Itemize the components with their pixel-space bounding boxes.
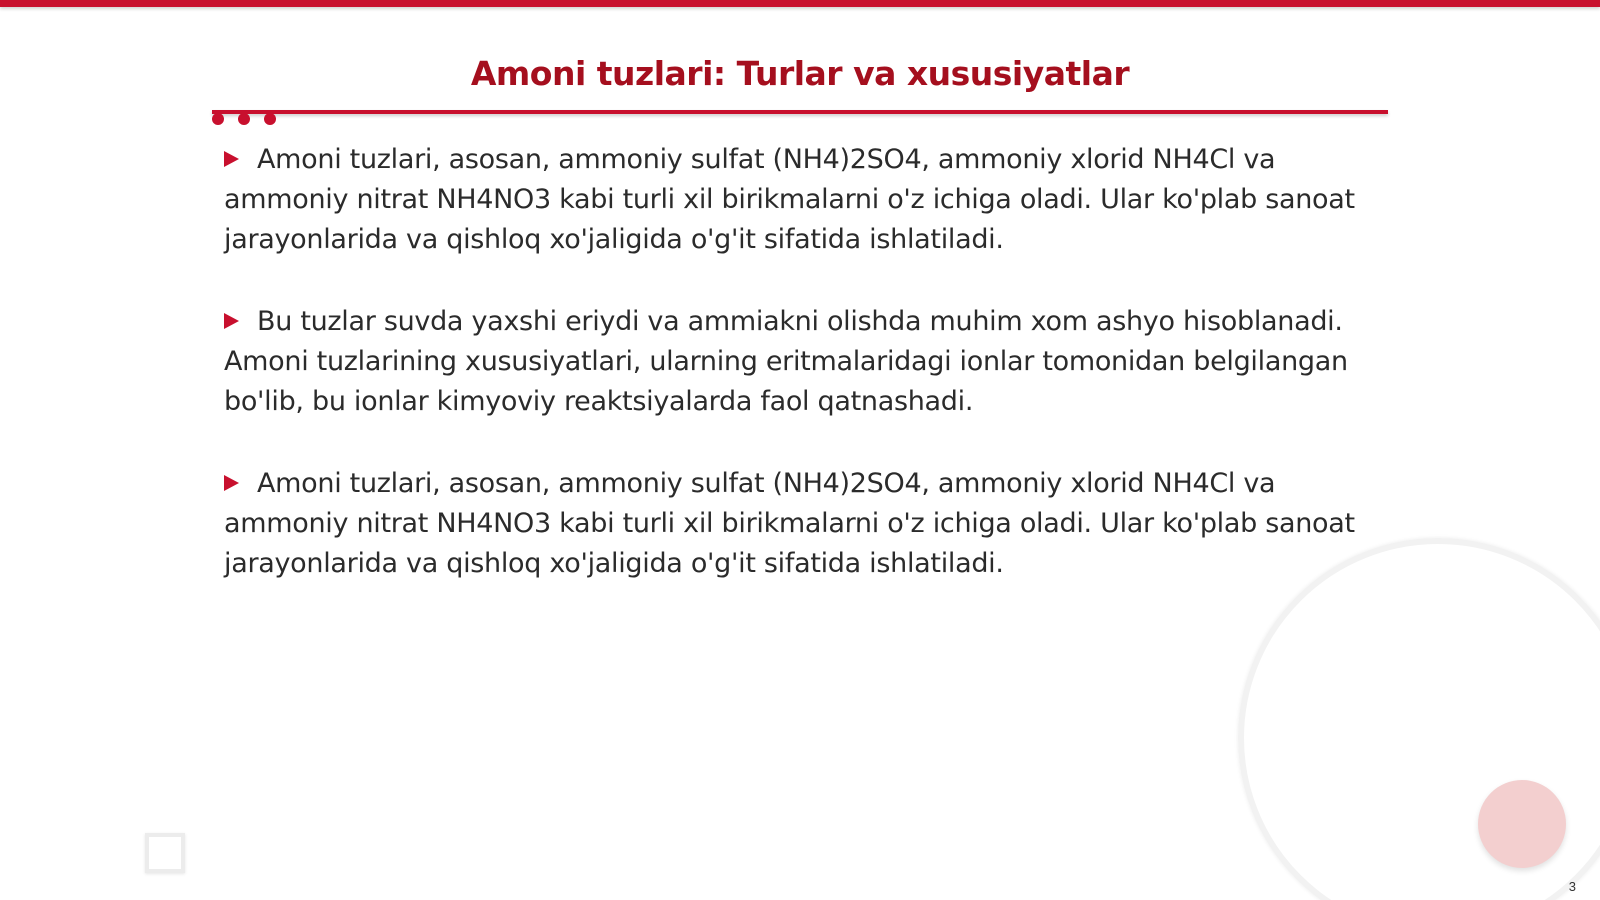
bullet-list [224,140,1374,626]
bullet-text: Amoni tuzlari, asosan, ammoniy sulfat (NH4)2SO4, ammoniy xlorid NH4Cl va ammoniy nitrat NH4NO3 kabi turli xil birikmalarni o'z ichiga oladi. Ular ko'plab sanoat jarayonlarida va qishloq xo'jaligida o'g'it sifatida ishlatiladi. [224,468,1355,579]
bullet-text: Amoni tuzlari, asosan, ammoniy sulfat (NH4)2SO4, ammoniy xlorid NH4Cl va ammoniy nitrat NH4NO3 kabi turli xil birikmalarni o'z ichiga oladi. Ular ko'plab sanoat jarayonlarida va qishloq xo'jaligida o'g'it sifatida ishlatiladi. [224,144,1355,255]
title-dots [212,113,276,125]
slide-title: Amoni tuzlari: Turlar va xususiyatlar [470,54,1130,93]
title-dot [264,113,276,125]
decorative-pink-circle [1478,780,1566,868]
triangle-right-icon [224,475,239,491]
bullet-item [224,302,1374,422]
page-number: 3 [1568,879,1576,894]
title-underline [212,110,1388,114]
triangle-right-icon [224,151,239,167]
title-dot [238,113,250,125]
bullet-text: Bu tuzlar suvda yaxshi eriydi va ammiakni olishda muhim xom ashyo hisoblanadi. Amoni tuzlarining xususiyatlari, ularning eritmalaridagi ionlar tomonidan belgilangan bo'lib, bu ionlar kimyoviy reaktsiyalarda faol qatnashadi. [224,306,1348,417]
top-accent-bar [0,0,1600,7]
bullet-item [224,140,1374,260]
title-dot [212,113,224,125]
triangle-right-icon [224,313,239,329]
bullet-item [224,464,1374,584]
decorative-square [145,833,185,873]
